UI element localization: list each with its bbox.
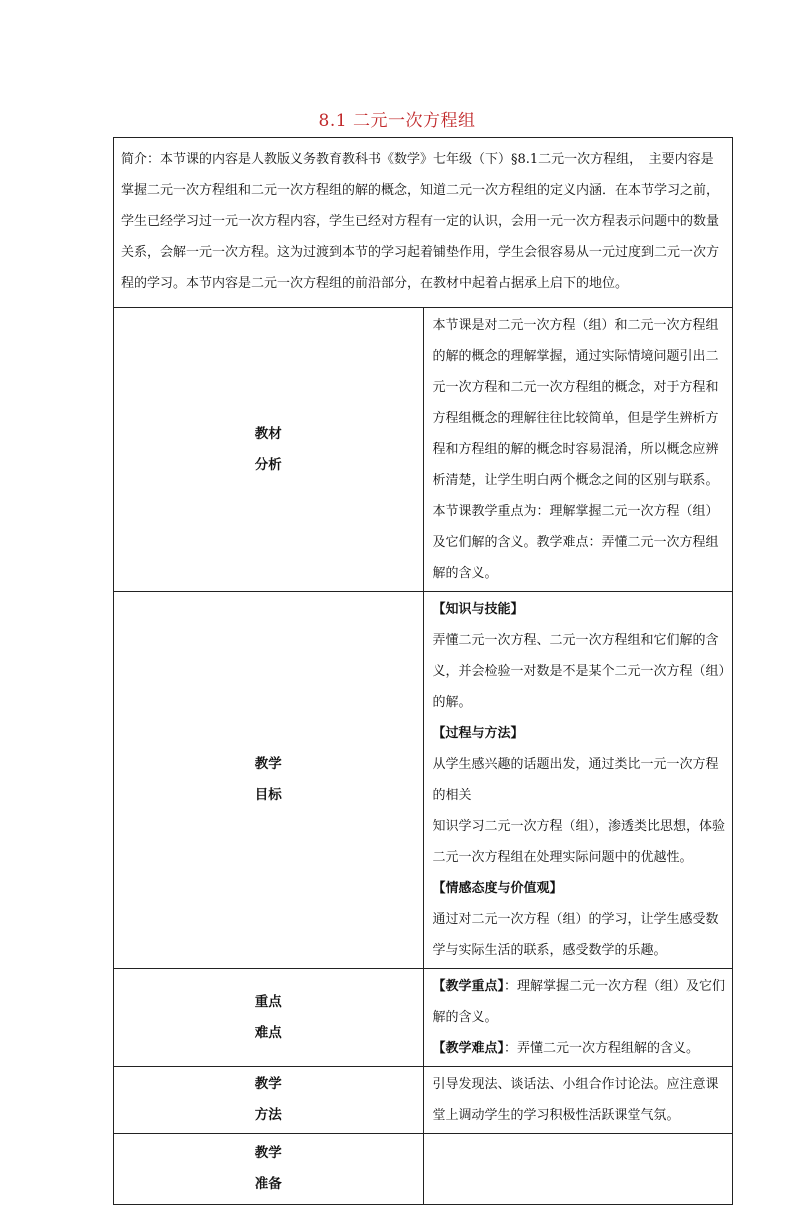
key-point-text: ：理解掌握二元一次方程（组）及它们解的含义。 [432, 979, 726, 1025]
key-points-content [423, 969, 733, 1067]
goals-label-line-2: 目标 [254, 787, 282, 803]
analysis-label [114, 308, 424, 592]
difficulty-text: ：弄懂二元一次方程组解的含义。 [504, 1041, 700, 1056]
goals-row [114, 592, 733, 969]
page-title: 8.1 二元一次方程组 [318, 111, 476, 131]
difficulty-line [433, 1033, 727, 1064]
key-points-label-line-2: 难点 [254, 1024, 282, 1041]
key-point-heading: 【教学重点】 [432, 979, 505, 994]
method-label [114, 1067, 424, 1134]
intro-cell: 简介：本节课的内容是人教版义务教育教科书《数学》七年级（下）§8.1二元一次方程组， 主要内容是掌握二元一次方程组和二元一次方程组的解的概念，知道二元一次方程组的定义内涵．在本节学习之前，学生已经学习过一元一次方程内容，学生已经对方程有一定的认识，会用一元一次方程表示问题中的数量关系，会解一元一次方程。这为过渡到本节的学习起着铺垫作用，学生会很容易从一元过度到二元一次方程的学习。本节内容是二元一次方程组的前沿部分，在教材中起着占据承上启下的地位。 [114, 138, 733, 308]
preparation-text [423, 1134, 733, 1205]
knowledge-text: 弄懂二元一次方程、二元一次方程组和它们解的含义，并会检验一对数是不是某个二元一次方程（组）的解。 [432, 633, 726, 710]
preparation-label [114, 1134, 424, 1205]
emotion-heading: 【情感态度与价值观】 [432, 881, 563, 896]
lesson-plan-table [113, 137, 733, 1205]
preparation-label-line-1: 教学 [254, 1145, 282, 1161]
goals-content [423, 592, 733, 969]
analysis-text: 本节课是对二元一次方程（组）和二元一次方程组的解的概念的理解掌握，通过实际情境问题引出二元一次方程和二元一次方程组的概念，对于方程和方程组概念的理解往往比较简单，但是学生辨析方程和方程组的解的概念时容易混淆，所以概念应辨析清楚，让学生明白两个概念之间的区别与联系。本节课教学重点为：理解掌握二元一次方程（组）及它们解的含义。教学难点：弄懂二元一次方程组解的含义。 [423, 308, 733, 592]
key-point-line [433, 971, 727, 1033]
difficulty-heading: 【教学难点】 [432, 1041, 505, 1056]
intro-row [114, 138, 733, 308]
process-text-2: 知识学习二元一次方程（组），渗透类比思想，体验二元一次方程组在处理实际问题中的优越性。 [432, 819, 726, 865]
process-text-1: 从学生感兴趣的话题出发，通过类比一元一次方程的相关 [432, 757, 719, 803]
method-label-line-2: 方法 [254, 1107, 282, 1123]
knowledge-heading: 【知识与技能】 [432, 602, 524, 617]
method-label-line-1: 教学 [254, 1076, 282, 1092]
key-points-row [114, 969, 733, 1067]
key-points-label [114, 969, 424, 1067]
analysis-label-line-2: 分析 [254, 456, 282, 473]
method-text: 引导发现法、谈话法、小组合作讨论法。应注意课堂上调动学生的学习积极性活跃课堂气氛。 [423, 1067, 733, 1134]
key-points-label-line-1: 重点 [254, 993, 282, 1010]
process-heading: 【过程与方法】 [432, 726, 524, 741]
analysis-label-line-1: 教材 [254, 425, 282, 442]
method-row [114, 1067, 733, 1134]
emotion-text: 通过对二元一次方程（组）的学习，让学生感受数学与实际生活的联系，感受数学的乐趣。 [432, 912, 719, 958]
goals-label [114, 592, 424, 969]
analysis-row [114, 308, 733, 592]
preparation-label-line-2: 准备 [254, 1176, 282, 1192]
goals-label-line-1: 教学 [254, 756, 282, 772]
preparation-row [114, 1134, 733, 1205]
